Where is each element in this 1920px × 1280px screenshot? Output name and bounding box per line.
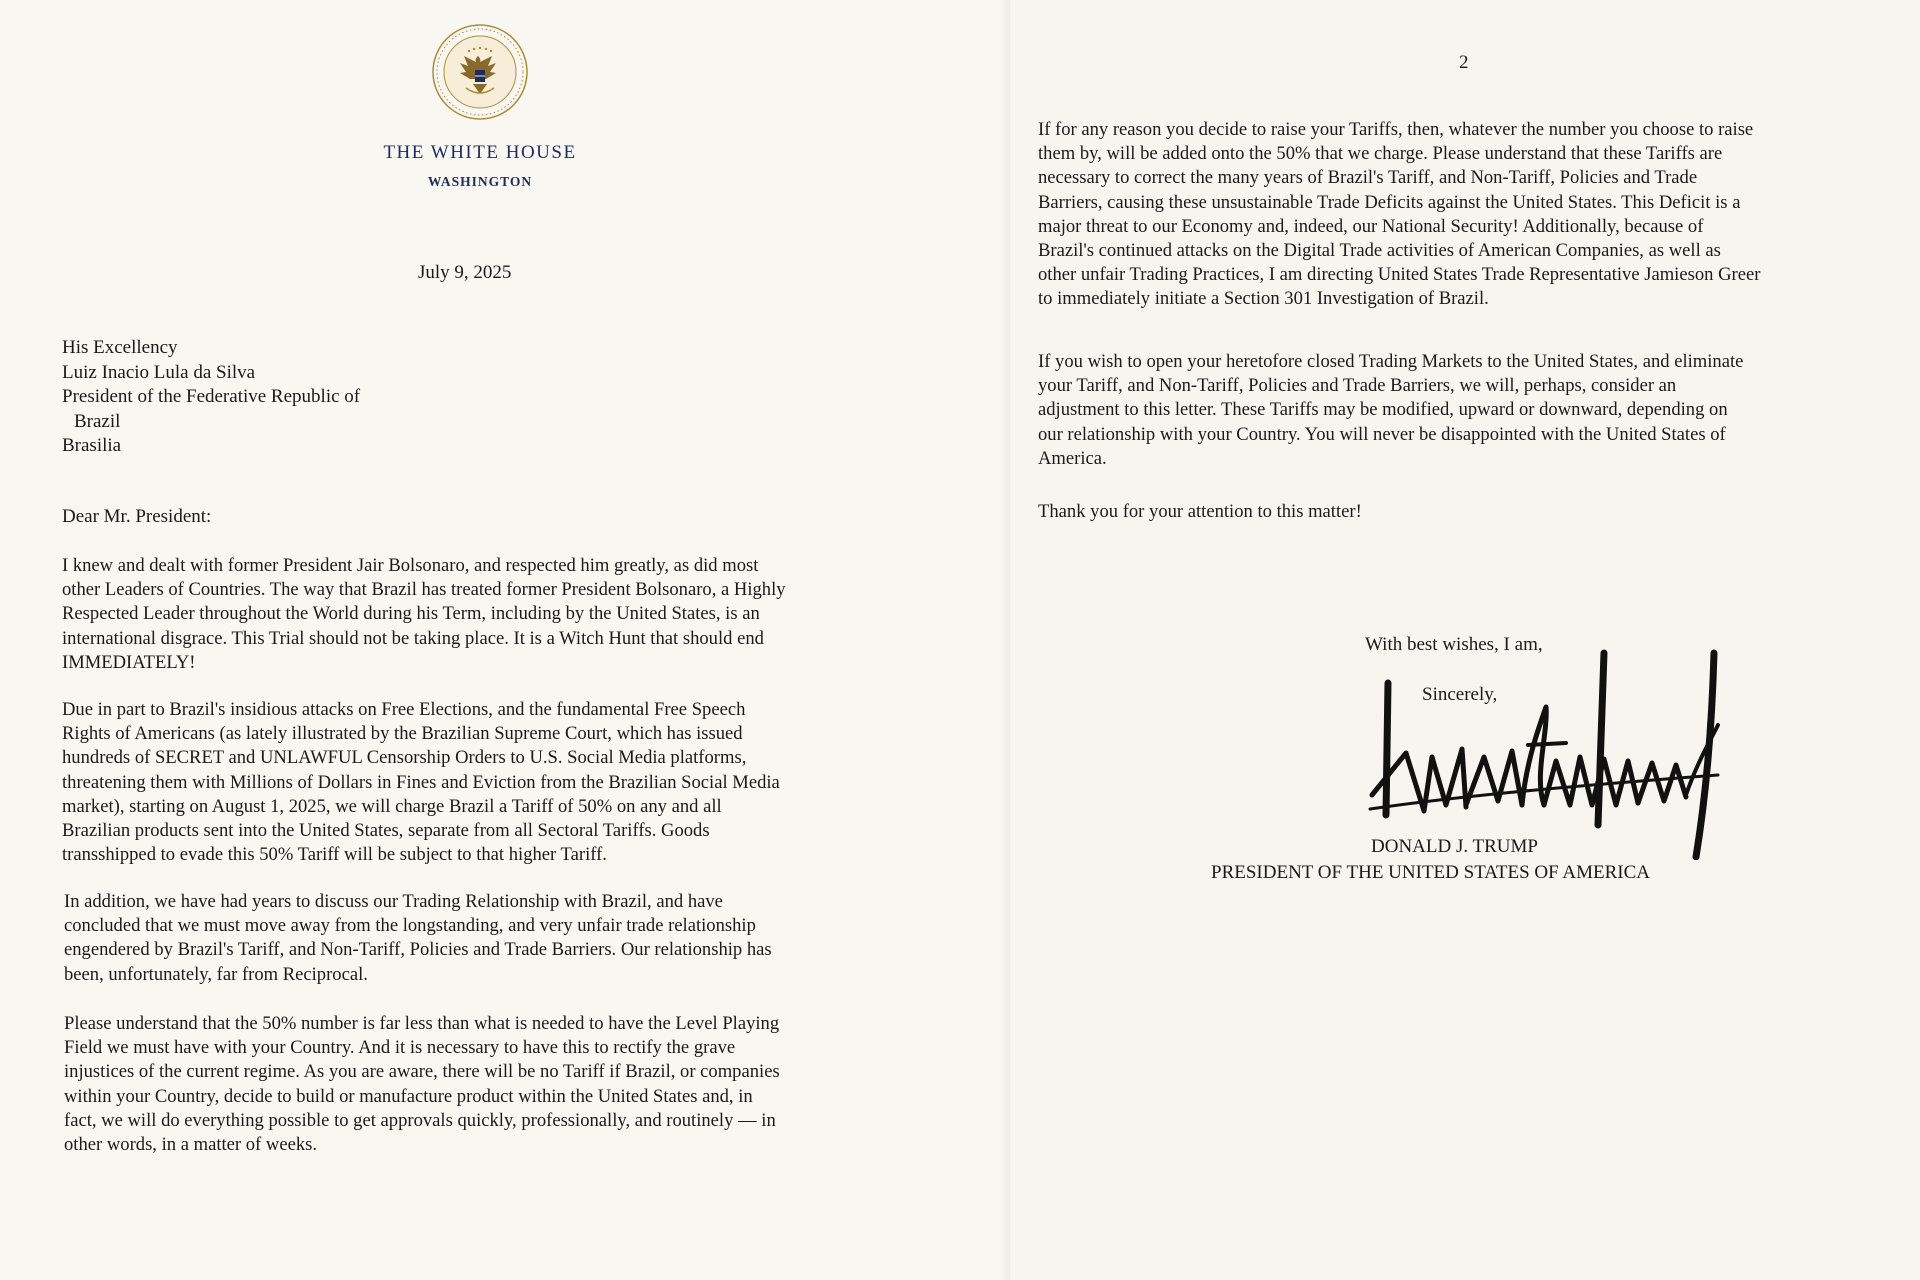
text-line: Field we must have with your Country. And it is necessary to have this to rectify the grave: [64, 1037, 736, 1059]
text-line: Due in part to Brazil's insidious attacks on Free Elections, and the fundamental Free Speech: [62, 699, 746, 720]
paragraph: [62, 554, 786, 675]
handwritten-signature-icon: [1366, 645, 1726, 860]
text-line: Brazilian products sent into the United States, separate from all Sectoral Tariffs. Goods: [62, 820, 710, 842]
text-line: Brazil's continued attacks on the Digital Trade activities of American Companies, as well as: [1038, 240, 1721, 262]
text-line: fact, we will do everything possible to get approvals quickly, professionally, and routinely — in: [64, 1109, 776, 1131]
signer-name: DONALD J. TRUMP: [1371, 836, 1538, 857]
letterhead: [280, 22, 680, 190]
text-line: international disgrace. This Trial should not be taking place. It is a Witch Hunt that should end: [62, 627, 764, 649]
text-line: engendered by Brazil's Tariff, and Non-Tariff, Policies and Trade Barriers. Our relationship has: [64, 939, 772, 961]
text-line: concluded that we must move away from the longstanding, and very unfair trade relationship: [64, 915, 756, 937]
text-line: Please understand that the 50% number is far less than what is needed to have the Level Playing: [64, 1013, 780, 1034]
salutation: Dear Mr. President:: [62, 506, 212, 527]
text-line: Respected Leader throughout the World during his Term, including by the United States, is an: [62, 603, 760, 625]
address-line: Brasilia: [62, 435, 122, 456]
address-line: Brazil: [74, 410, 121, 432]
text-line: them by, will be added onto the 50% that we charge. Please understand that these Tariffs are: [1038, 143, 1723, 165]
text-line: major threat to our Economy and, indeed, our National Security! Additionally, because of: [1038, 215, 1704, 237]
paragraph: [1038, 500, 1362, 524]
presidential-seal-icon: [430, 22, 530, 122]
text-line: necessary to correct the many years of Brazil's Tariff, and Non-Tariff, Policies and Trade: [1038, 167, 1698, 189]
recipient-address: [62, 336, 360, 459]
text-line: within your Country, decide to build or manufacture product within the United States and, in: [64, 1085, 753, 1107]
text-line: threatening them with Millions of Dollars in Fines and Eviction from the Brazilian Social Media: [62, 771, 780, 793]
text-line: Thank you for your attention to this matter!: [1038, 501, 1362, 522]
text-line: If for any reason you decide to raise your Tariffs, then, whatever the number you choose to raise: [1038, 119, 1754, 140]
address-line: President of the Federative Republic of: [62, 386, 361, 407]
letterhead-name: THE WHITE HOUSE: [383, 142, 577, 163]
text-line: hundreds of SECRET and UNLAWFUL Censorship Orders to U.S. Social Media platforms,: [62, 747, 747, 769]
text-line: other Leaders of Countries. The way that Brazil has treated former President Bolsonaro, a Highly: [62, 579, 786, 601]
paragraph: [62, 698, 780, 867]
text-line: market), starting on August 1, 2025, we will charge Brazil a Tariff of 50% on any and all: [62, 795, 722, 817]
text-line: transshipped to evade this 50% Tariff will be subject to that higher Tariff.: [62, 844, 607, 866]
paragraph: [1038, 350, 1743, 471]
text-line: to immediately initiate a Section 301 Investigation of Brazil.: [1038, 288, 1489, 310]
text-line: adjustment to this letter. These Tariffs may be modified, upward or downward, depending on: [1038, 399, 1728, 421]
text-line: If you wish to open your heretofore closed Trading Markets to the United States, and eliminate: [1038, 351, 1744, 372]
text-line: injustices of the current regime. As you are aware, there will be no Tariff if Brazil, or companies: [64, 1061, 780, 1083]
closing-wishes: With best wishes, I am,: [1365, 634, 1543, 655]
address-line: His Excellency: [62, 337, 178, 358]
paragraph: [64, 1012, 780, 1157]
text-line: our relationship with your Country. You will never be disappointed with the United States of: [1038, 423, 1726, 445]
paragraph: [1038, 118, 1760, 312]
text-line: Barriers, causing these unsustainable Trade Deficits against the United States. This Deficit is a: [1038, 191, 1741, 213]
closing-sincerely: Sincerely,: [1422, 684, 1498, 705]
text-line: IMMEDIATELY!: [62, 651, 196, 673]
text-line: other unfair Trading Practices, I am directing United States Trade Representative Jamieson Greer: [1038, 264, 1761, 286]
text-line: In addition, we have had years to discuss our Trading Relationship with Brazil, and have: [64, 891, 723, 912]
signer-title: PRESIDENT OF THE UNITED STATES OF AMERICA: [1211, 862, 1651, 883]
text-line: other words, in a matter of weeks.: [64, 1134, 318, 1156]
text-line: been, unfortunately, far from Reciprocal.: [64, 963, 368, 985]
text-line: America.: [1038, 447, 1107, 469]
page-number: 2: [1459, 52, 1469, 73]
letterhead-city: WASHINGTON: [427, 174, 533, 189]
address-line: Luiz Inacio Lula da Silva: [62, 361, 256, 383]
text-line: your Tariff, and Non-Tariff, Policies and Trade Barriers, we will, perhaps, consider an: [1038, 375, 1677, 397]
paragraph: [64, 890, 772, 987]
text-line: I knew and dealt with former President Jair Bolsonaro, and respected him greatly, as did most: [62, 555, 759, 576]
letter-date: July 9, 2025: [418, 262, 512, 283]
text-line: Rights of Americans (as lately illustrated by the Brazilian Supreme Court, which has issued: [62, 723, 743, 745]
